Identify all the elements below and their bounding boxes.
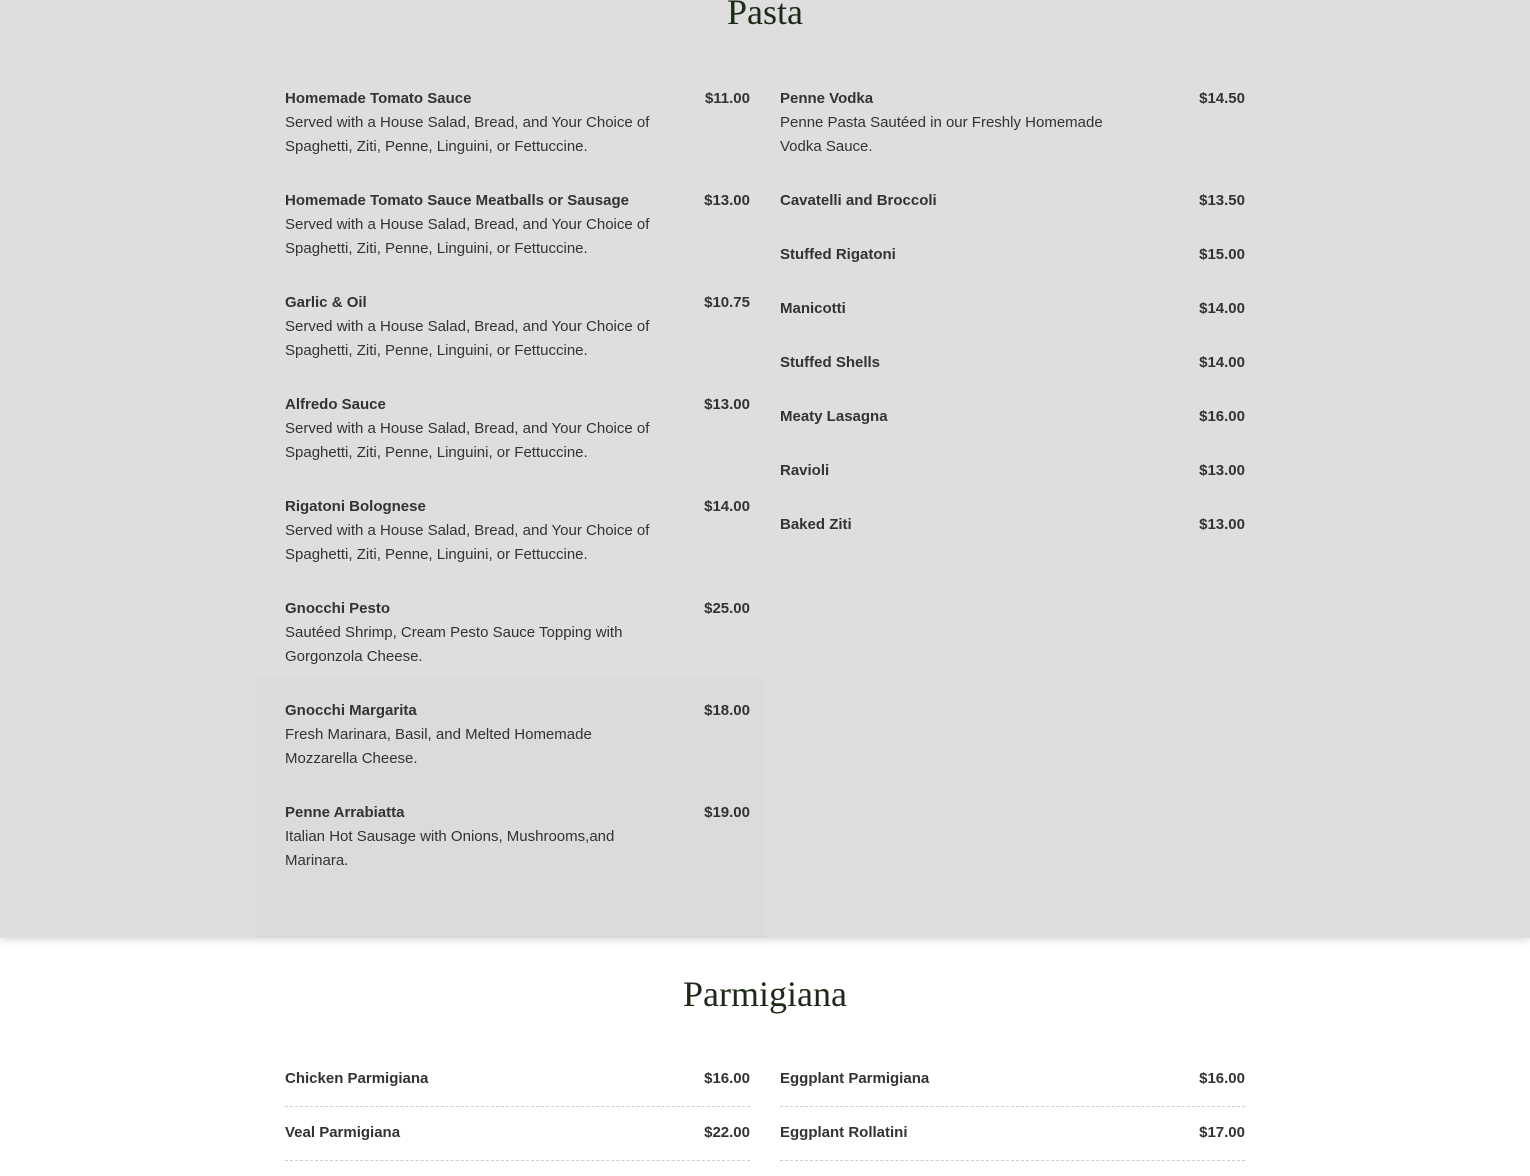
menu-item-description: Served with a House Salad, Bread, and Your Choice of Spaghetti, Ziti, Penne, Linguini, or Fettuccine. (285, 114, 650, 155)
parmigiana-left-column (285, 1068, 750, 1176)
menu-item-description: Sautéed Shrimp, Cream Pesto Sauce Topping with Gorgonzola Cheese. (285, 624, 623, 665)
menu-item-name: Eggplant Rollatini (780, 1124, 908, 1141)
menu-item-price: $13.50 (1199, 192, 1245, 209)
pasta-section-title: Pasta (727, 0, 803, 32)
pasta-right-column (780, 88, 1245, 568)
menu-item-description: Served with a House Salad, Bread, and Your Choice of Spaghetti, Ziti, Penne, Linguini, or Fettuccine. (285, 522, 650, 563)
menu-item-description: Served with a House Salad, Bread, and Your Choice of Spaghetti, Ziti, Penne, Linguini, or Fettuccine. (285, 318, 650, 359)
menu-item-price: $14.00 (1199, 300, 1245, 317)
menu-item-garlic-oil (285, 292, 750, 394)
menu-item-name: Baked Ziti (780, 516, 852, 533)
menu-item-name: Penne Vodka (780, 90, 874, 107)
menu-item-name: Alfredo Sauce (285, 396, 386, 413)
menu-item-gnocchi-margarita (285, 700, 750, 802)
menu-item-name: Rigatoni Bolognese (285, 498, 426, 515)
menu-item-name: Meaty Lasagna (780, 408, 888, 425)
menu-item-name: Ravioli (780, 462, 830, 479)
menu-item-penne-vodka (780, 88, 1245, 190)
menu-item-stuffed-rigatoni (780, 244, 1245, 298)
menu-item-price: $18.00 (704, 702, 750, 719)
menu-item-price: $13.00 (1199, 516, 1245, 533)
menu-item-description: Italian Hot Sausage with Onions, Mushrooms,and Marinara. (285, 828, 615, 869)
menu-item-manicotti (780, 298, 1245, 352)
menu-item-name: Eggplant Parmigiana (780, 1070, 930, 1087)
menu-item-price: $14.50 (1199, 90, 1245, 107)
menu-item-gnocchi-pesto (285, 598, 750, 700)
menu-item-veal-parmigiana (285, 1122, 750, 1176)
menu-item-price: $16.00 (1199, 1070, 1245, 1087)
menu-item-price: $13.00 (704, 396, 750, 413)
menu-item-meaty-lasagna (780, 406, 1245, 460)
menu-item-alfredo-sauce (285, 394, 750, 496)
parmigiana-section-title: Parmigiana (683, 974, 847, 1014)
menu-item-name: Stuffed Rigatoni (780, 246, 896, 263)
menu-item-name: Veal Parmigiana (285, 1124, 401, 1141)
menu-item-price: $10.75 (704, 294, 750, 311)
menu-item-name: Gnocchi Margarita (285, 702, 417, 719)
menu-item-baked-ziti (780, 514, 1245, 568)
menu-item-name: Homemade Tomato Sauce (285, 90, 472, 107)
menu-item-price: $16.00 (704, 1070, 750, 1087)
menu-item-eggplant-rollatini (780, 1122, 1245, 1176)
menu-item-name: Chicken Parmigiana (285, 1070, 429, 1087)
menu-item-ravioli (780, 460, 1245, 514)
menu-item-price: $13.00 (1199, 462, 1245, 479)
menu-item-cavatelli-broccoli (780, 190, 1245, 244)
menu-item-price: $19.00 (704, 804, 750, 821)
menu-item-price: $22.00 (704, 1124, 750, 1141)
menu-item-homemade-tomato-sauce (285, 88, 750, 190)
menu-item-eggplant-parmigiana (780, 1068, 1245, 1122)
menu-item-name: Cavatelli and Broccoli (780, 192, 937, 209)
menu-item-name: Penne Arrabiatta (285, 804, 405, 821)
menu-item-price: $15.00 (1199, 246, 1245, 263)
menu-item-price: $11.00 (704, 90, 750, 107)
menu-item-description: Served with a House Salad, Bread, and Your Choice of Spaghetti, Ziti, Penne, Linguini, or Fettuccine. (285, 420, 650, 461)
menu-item-price: $14.00 (704, 498, 750, 515)
menu-item-name: Stuffed Shells (780, 354, 881, 371)
menu-item-price: $16.00 (1199, 408, 1245, 425)
menu-item-name: Gnocchi Pesto (285, 600, 391, 617)
menu-item-description: Served with a House Salad, Bread, and Your Choice of Spaghetti, Ziti, Penne, Linguini, or Fettuccine. (285, 216, 650, 257)
menu-item-description: Penne Pasta Sautéed in our Freshly Homemade Vodka Sauce. (780, 114, 1103, 155)
menu-item-rigatoni-bolognese (285, 496, 750, 598)
pasta-left-column (285, 88, 750, 904)
menu-item-name: Garlic & Oil (285, 294, 367, 311)
menu-item-price: $13.00 (704, 192, 750, 209)
menu-item-chicken-parmigiana (285, 1068, 750, 1122)
menu-item-stuffed-shells (780, 352, 1245, 406)
menu-item-price: $17.00 (1199, 1124, 1245, 1141)
menu-item-price: $14.00 (1199, 354, 1245, 371)
parmigiana-section (0, 938, 1530, 1140)
menu-item-penne-arrabiatta (285, 802, 750, 904)
menu-item-name: Manicotti (780, 300, 846, 317)
menu-item-name: Homemade Tomato Sauce Meatballs or Sausage (285, 192, 629, 209)
parmigiana-right-column (780, 1068, 1245, 1176)
menu-item-description: Fresh Marinara, Basil, and Melted Homemade Mozzarella Cheese. (285, 726, 592, 767)
menu-item-price: $25.00 (704, 600, 750, 617)
menu-item-tomato-sauce-meatballs-sausage (285, 190, 750, 292)
